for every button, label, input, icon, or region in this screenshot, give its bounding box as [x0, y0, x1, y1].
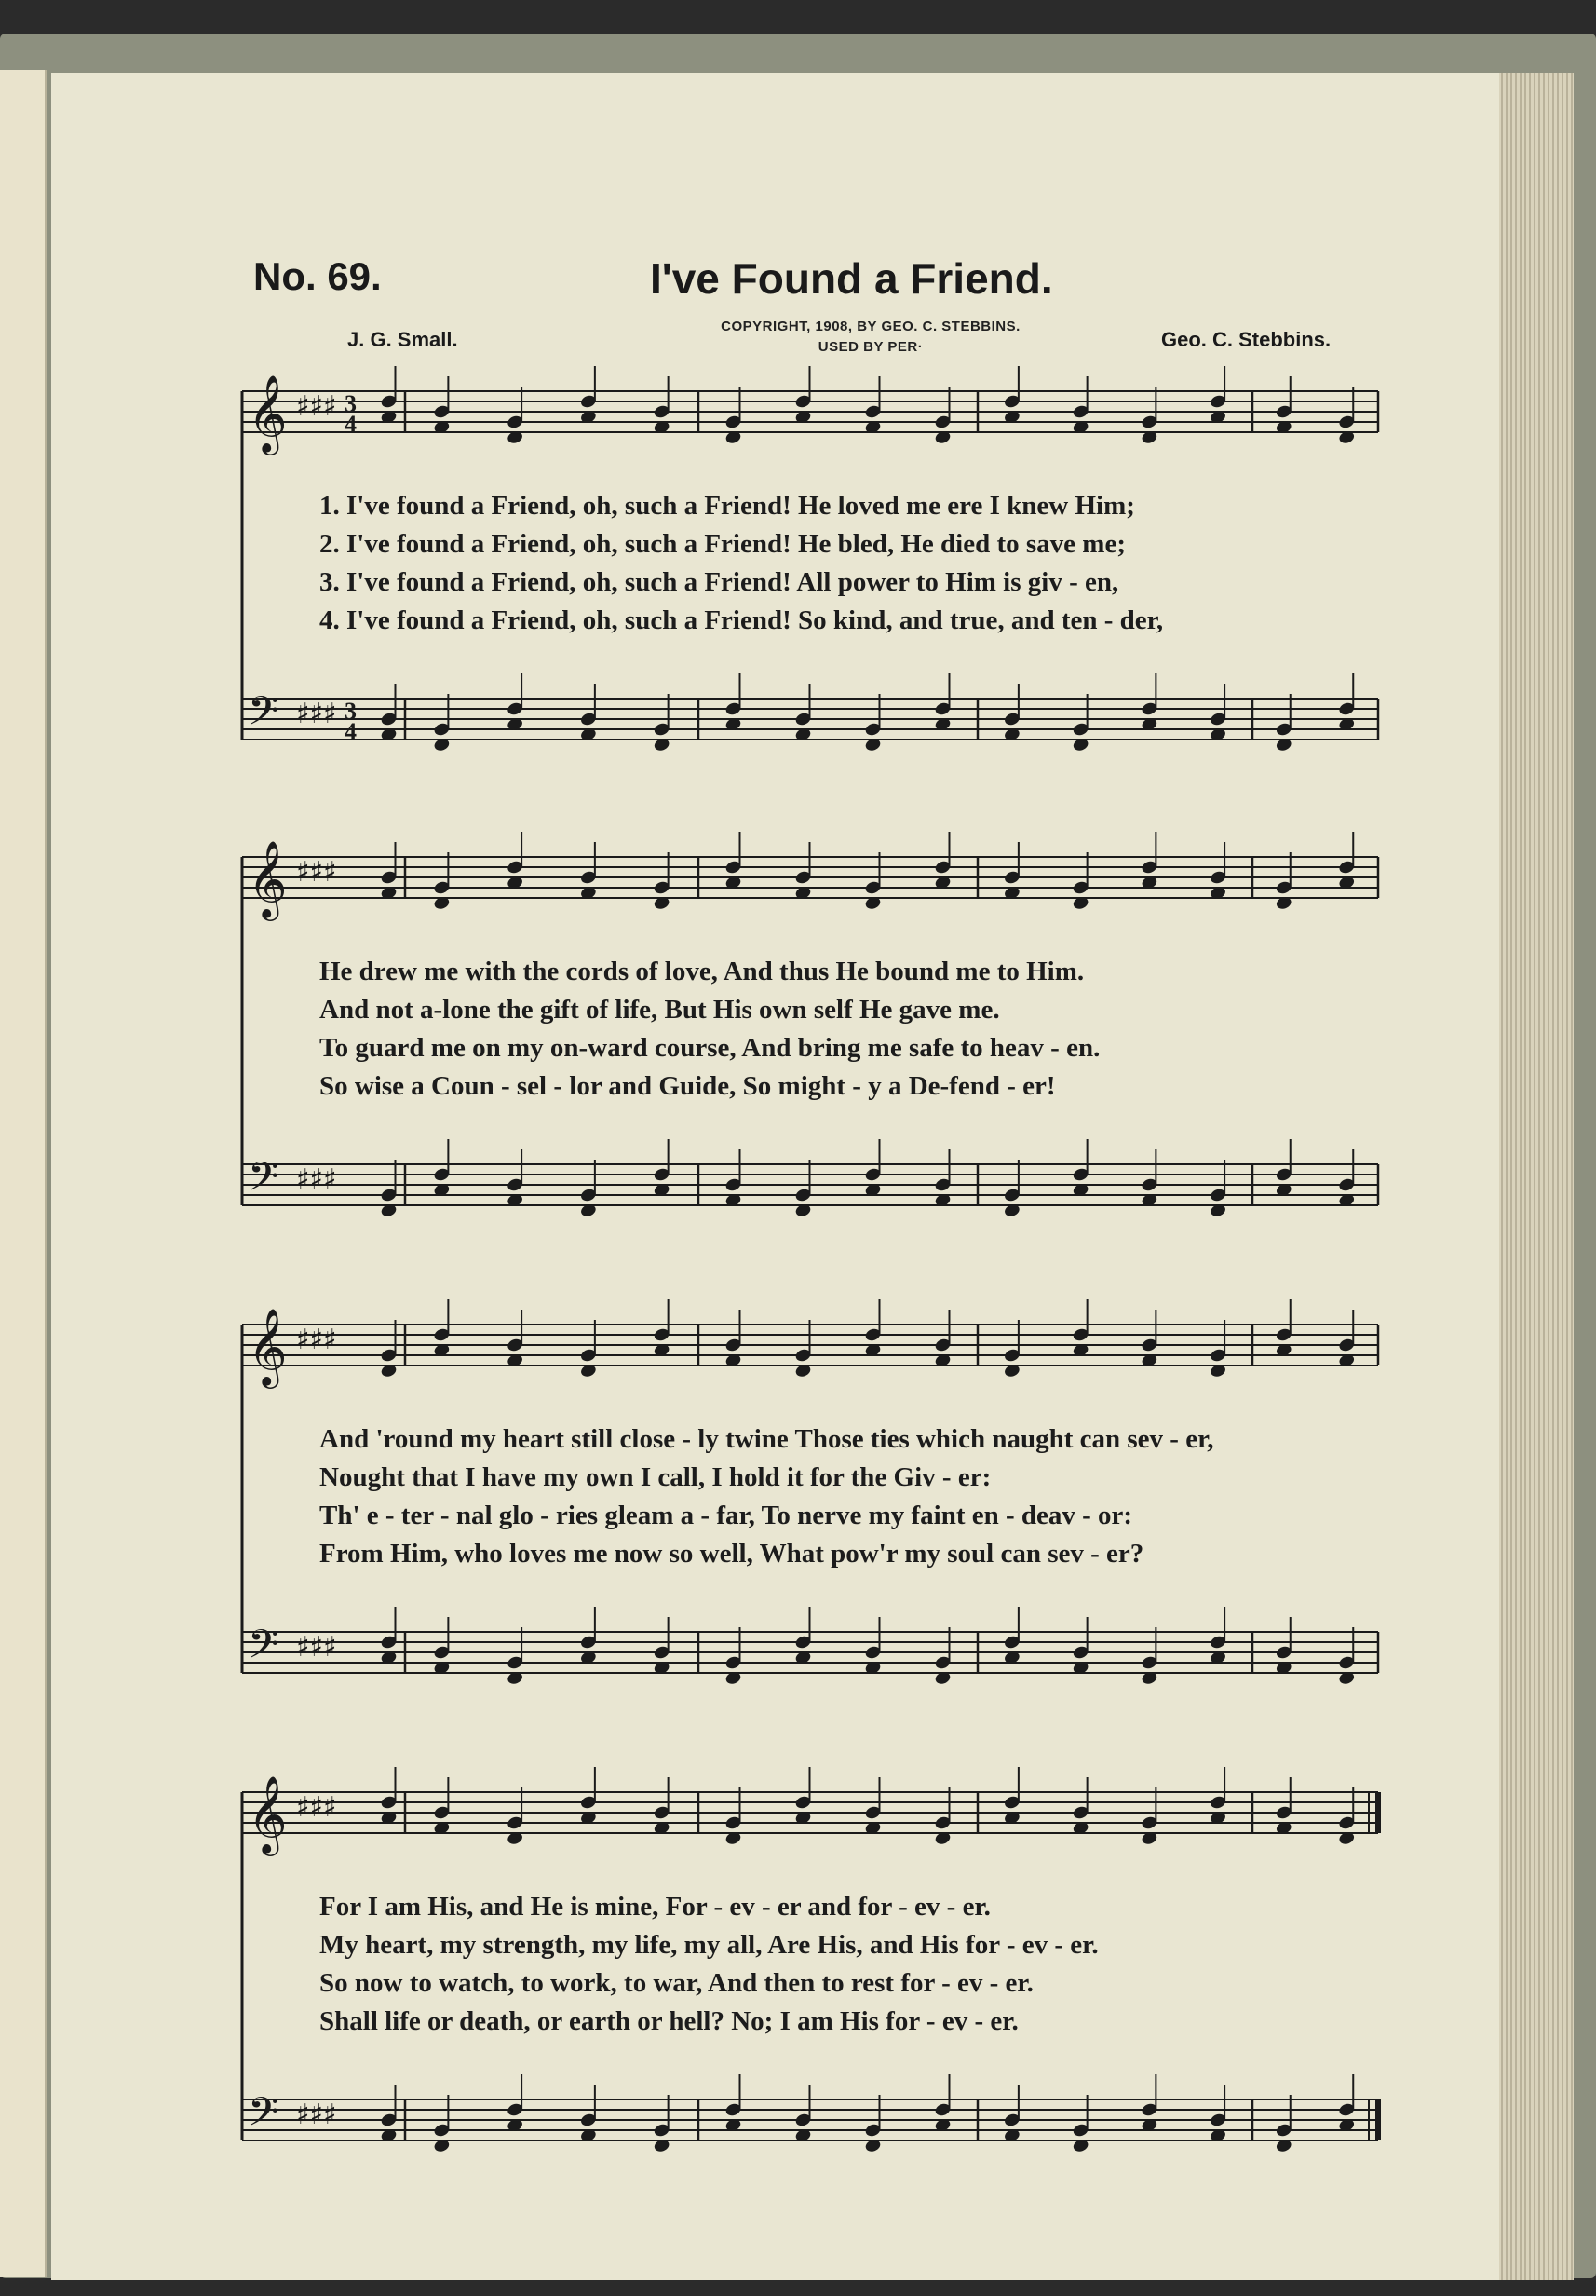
lyrics-block-2 — [319, 953, 1427, 1106]
lyrics-block-3 — [319, 1420, 1427, 1573]
lyric-line: And not a-lone the gift of life, But His own self He gave me. — [319, 995, 1000, 1025]
lyric-line: So now to watch, to work, to war, And then to rest for - ev - er. — [319, 1968, 1034, 1998]
time-signature-bottom: 4 — [345, 411, 357, 438]
lyric-line: Nought that I have my own I call, I hold it for the Giv - er: — [319, 1462, 992, 1492]
composer: Geo. C. Stebbins. — [1161, 328, 1332, 351]
bass-clef-icon: 𝄢 — [248, 1154, 279, 1210]
bass-clef-icon: 𝄢 — [248, 688, 279, 744]
lyrics-block-4 — [319, 1888, 1427, 2041]
hymn-page — [51, 73, 1499, 2280]
treble-clef-icon: 𝄞 — [248, 839, 288, 917]
lyric-line: 4. I've found a Friend, oh, such a Friend! So kind, and true, and ten - der, — [319, 605, 1164, 635]
lyric-line: From Him, who loves me now so well, What pow'r my soul can sev - er? — [319, 1539, 1144, 1569]
treble-clef-icon: 𝄞 — [248, 1307, 288, 1385]
lyric-line: 2. I've found a Friend, oh, such a Friend! He bled, He died to save me; — [319, 529, 1126, 559]
bass-staff — [242, 1139, 1378, 1218]
lyric-line: For I am His, and He is mine, For - ev - er and for - ev - er. — [319, 1892, 991, 1922]
treble-staff — [242, 366, 1378, 455]
lyricist: J. G. Small. — [347, 328, 458, 351]
lyric-line: To guard me on my on-ward course, And bring me safe to heav - en. — [319, 1033, 1101, 1063]
page-stack-edge — [1494, 73, 1574, 2280]
bass-clef-icon: 𝄢 — [248, 2089, 279, 2145]
bass-staff — [242, 673, 1378, 753]
treble-staff — [242, 832, 1378, 921]
key-signature-sharps-icon: ♯♯♯ — [296, 698, 337, 730]
lyric-line: And 'round my heart still close - ly twine Those ties which naught can sev - er, — [319, 1424, 1214, 1454]
treble-staff — [242, 1767, 1378, 1856]
treble-clef-icon: 𝄞 — [248, 374, 288, 452]
lyric-line: 3. I've found a Friend, oh, such a Friend! All power to Him is giv - en, — [319, 567, 1119, 597]
time-signature-top: 3 — [345, 698, 357, 725]
hymn-number: No. 69. — [253, 254, 382, 298]
treble-clef-icon: 𝄞 — [248, 1774, 288, 1853]
key-signature-sharps-icon: ♯♯♯ — [296, 390, 337, 423]
lyric-line: He drew me with the cords of love, And thus He bound me to Him. — [319, 957, 1085, 986]
lyric-line: My heart, my strength, my life, my all, Are His, and His for - ev - er. — [319, 1930, 1099, 1960]
key-signature-sharps-icon: ♯♯♯ — [296, 1163, 337, 1196]
bass-clef-icon: 𝄢 — [248, 1622, 279, 1678]
lyric-line: So wise a Coun - sel - lor and Guide, So might - y a De-fend - er! — [319, 1071, 1056, 1101]
key-signature-sharps-icon: ♯♯♯ — [296, 1791, 337, 1824]
hymn-title: I've Found a Friend. — [650, 254, 1053, 303]
time-signature-bottom: 4 — [345, 718, 357, 745]
key-signature-sharps-icon: ♯♯♯ — [296, 1324, 337, 1356]
lyric-line: Th' e - ter - nal glo - ries gleam a - far, To nerve my faint en - deav - or: — [319, 1501, 1133, 1530]
previous-page-edge — [0, 70, 47, 2277]
lyric-line: 1. I've found a Friend, oh, such a Friend! He loved me ere I knew Him; — [319, 491, 1135, 521]
treble-staff — [242, 1299, 1378, 1389]
bass-staff — [242, 2074, 1378, 2153]
copyright-line: COPYRIGHT, 1908, BY GEO. C. STEBBINS. — [721, 319, 1021, 334]
time-signature-top: 3 — [345, 390, 357, 417]
lyrics-block-1 — [319, 487, 1427, 640]
key-signature-sharps-icon: ♯♯♯ — [296, 856, 337, 889]
key-signature-sharps-icon: ♯♯♯ — [296, 1631, 337, 1664]
permission-line: USED BY PER· — [818, 339, 924, 355]
bass-staff — [242, 1607, 1378, 1686]
lyric-line: Shall life or death, or earth or hell? No; I am His for - ev - er. — [319, 2006, 1019, 2036]
key-signature-sharps-icon: ♯♯♯ — [296, 2099, 337, 2131]
